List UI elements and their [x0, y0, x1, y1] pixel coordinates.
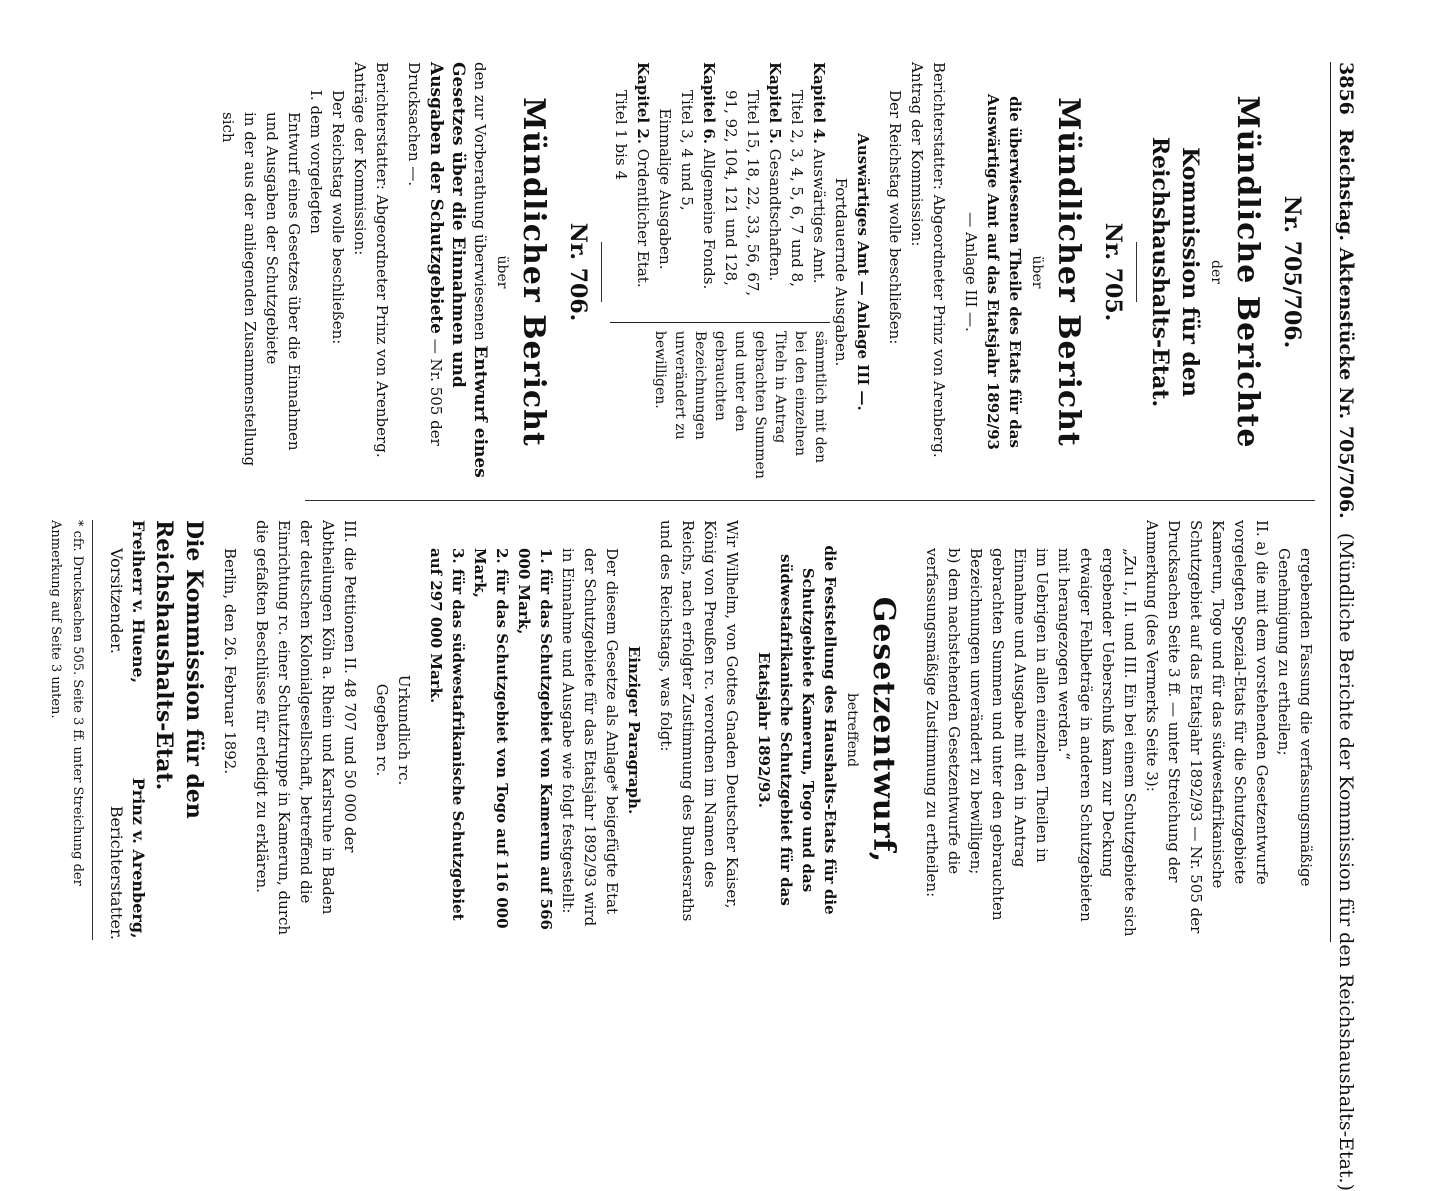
column-divider — [305, 500, 1315, 501]
item2-b: b) dem nachstehenden Gesetzentwurfe die verfassungsmäßige Zustimmung zu ertheilen: — [923, 548, 963, 898]
entwurf-subject: die Feststellung des Haushalts-Etats für die Schutzgebiete Kamerun, Togo und das südwestafrikanische Schutzgebiet für das Etatsjahr 1892/93. — [755, 545, 839, 915]
kapitel-titel: Titel 1 bis 4 — [612, 90, 630, 180]
signer-right-name: Prinz v. Arenberg, — [129, 777, 148, 939]
kapitel-titel: Titel 15, 18, 22, 33, 56, 67, 91, 92, 104, 121 und 128, — [722, 90, 762, 297]
running-title: (Mündliche Berichte der Kommission für den Reichshaushalts-Etat.) — [1335, 532, 1357, 1191]
kapitel-name: Ordentlicher Etat. — [634, 148, 652, 288]
nr705-antrag-label: Antrag der Kommission: — [908, 62, 926, 247]
nr706-title: Mündlicher Bericht — [516, 97, 551, 447]
dauernde-heading: Fortdauernde Ausgaben. — [832, 177, 850, 367]
nr705-ueber: über — [1029, 255, 1045, 289]
budget-item: 1. für das Schutzgebiet von Kamerun auf 566 000 Mark, — [515, 548, 555, 930]
nr705-number: Nr. 705. — [1100, 222, 1126, 322]
nr706-item1-a: Entwurf eines Gesetzes über die Einnahmen und Ausgaben der Schutzgebiete — [263, 112, 303, 451]
kapitel-titel: Titel 2, 3, 4, 5, 6, 7 und 8, — [788, 90, 806, 287]
einmalige-heading: Einmalige Ausgaben. — [656, 108, 674, 270]
urkundlich: Urkundlich rc. — [395, 674, 413, 786]
nr705-subject: die überwiesenen Theile des Etats für das Auswärtige Amt auf das Etatsjahr 1892/93 — [984, 94, 1024, 450]
page-number: 3856 — [1335, 62, 1357, 115]
signer-right — [105, 778, 149, 940]
nr706-subject-post: — Nr. 505 der Drucksachen —. — [405, 62, 445, 446]
signer-left-name: Freiherr v. Huene, — [129, 520, 148, 684]
separator-rule — [601, 242, 602, 302]
gegeben: Gegeben rc. — [373, 683, 391, 777]
kapitel-list — [610, 62, 830, 322]
main-title: Mündliche Berichte — [1230, 95, 1265, 449]
publication-title: Reichstag. Aktenstücke Nr. 705/706. — [1335, 128, 1357, 519]
commission-closing: Die Kommission für den Reichshaushalts-Etat. — [151, 520, 207, 819]
doc-number: Nr. 705/706. — [1279, 195, 1305, 349]
date-line: Berlin, den 26. Februar 1892. — [221, 548, 239, 775]
nr706-subject — [403, 62, 491, 482]
left-column — [217, 62, 1317, 482]
footnote: * cfr. Drucksachen 505. Seite 3 ff. unter Streichung der Anmerkung auf Seite 3 unten. — [44, 520, 93, 940]
nr706-item1: I. dem vorgelegten — [307, 90, 325, 234]
bracket-note: sämmtlich mit den bei den einzelnen Titeln in Antrag gebrachten Summen und unter den gebrauchten Bezeichnungen unverändert zu bewilligen. — [652, 330, 828, 479]
signer-left-role: Vorsitzender. — [107, 548, 126, 655]
nr706-subject-bold: Entwurf eines Gesetzes über die Einnahmen und Ausgaben der Schutzgebiete — [426, 62, 490, 478]
paragraph-text: Der diesem Gesetze als Anlage* beigefügte Etat der Schutzgebiete für das Etatsjahr 1892/93 wird in Einnahme und Ausgabe wie folgt festgestellt: — [559, 548, 621, 927]
nr705-antrag-text: Der Reichstag wolle beschließen: — [886, 90, 904, 345]
kapitel-label: Kapitel 6. — [700, 62, 718, 144]
betreffend: betreffend — [844, 692, 860, 768]
signer-left — [105, 520, 149, 683]
nr706-number: Nr. 706. — [565, 222, 591, 322]
kapitel-label: Kapitel 5. — [766, 62, 784, 144]
nr706-item1-b: in der aus der anliegenden Zusammenstellung sich — [219, 112, 259, 467]
einziger-paragraph: Einziger Paragraph. — [625, 645, 643, 815]
nr705-rapporteur: Berichterstatter: Abgeordneter Prinz von Arenberg. — [930, 62, 948, 458]
nr705-title: Mündlicher Bericht — [1051, 97, 1086, 447]
nr706-antrag-label: Anträge der Kommission: — [351, 62, 369, 256]
signer-right-role: Berichterstatter. — [107, 805, 126, 940]
right-continuation: ergebenden Fassung die verfassungsmäßige Genehmigung zu ertheilen; — [1275, 548, 1315, 887]
kapitel-name: Allgemeine Fonds. — [700, 148, 718, 290]
budget-item: 2. für das Schutzgebiet von Togo auf 116 000 Mark, — [471, 548, 511, 929]
item2-quote: „Zu I., II. und III. Ein bei einem Schutzgebiete sich ergebender Ueberschuß kann zur Deckung etwaiger Fehlbeträge in anderen Schutzgebieten mit herangezogen werden.“ — [1055, 548, 1139, 937]
preamble: Wir Wilhelm, von Gottes Gnaden Deutscher Kaiser, König von Preußen rc. verordnen im Namen des Reichs, nach erfolgter Zustimmung des Bundesraths und des Reichstags, was folgt: — [657, 520, 741, 922]
kapitel-titel: Titel 3, 4 und 5, — [678, 90, 696, 211]
nr706-rapporteur: Berichterstatter: Abgeordneter Prinz von Arenberg. — [373, 62, 391, 458]
kapitel-label: Kapitel 4. — [810, 62, 828, 144]
commission-title: Kommission für den Reichshaushalts-Etat. — [1147, 136, 1203, 408]
kapitel-table — [610, 62, 830, 482]
right-column — [44, 520, 1317, 940]
der-word: der — [1208, 260, 1224, 284]
nr706-ueber: über — [494, 255, 510, 289]
item2-rest: im Uebrigen in allen einzelnen Theilen in Einnahme und Ausgabe mit den in Antrag gebrachten Summen und unter den gebrauchten Bezeichnungen unverändert zu bewilligen; — [967, 548, 1051, 921]
entwurf-title: Gesetzentwurf, — [866, 596, 901, 864]
nr706-subject-pre: den zur Vorberathung überwiesenen — [471, 62, 489, 341]
section-title: Auswärtiges Amt — Anlage III —. — [854, 133, 872, 411]
budget-item: 3. für das südwestafrikanische Schutzgebiet auf 297 000 Mark. — [427, 548, 467, 921]
separator-rule — [1136, 242, 1137, 302]
nr706-antrag-text: Der Reichstag wolle beschließen: — [329, 90, 347, 345]
kapitel-name: Gesandtschaften. — [766, 148, 784, 282]
kapitel-label: Kapitel 2. — [634, 62, 652, 144]
item2-a: II. a) die mit dem vorstehenden Gesetzentwurfe vorgelegten Spezial-Etats für die Schutzgebiete Kamerun, Togo und für das südwestafrikanische Schutzgebiet auf das Etatsjahr 1892/93 — Nr. 505 der Drucksachen Seite 3 ff. — unter Streichung der Anmerkung (des Vermerks Seite 3): — [1143, 520, 1271, 934]
nr705-anlage: — Anlage III —. — [962, 212, 980, 332]
page-header — [1330, 62, 1357, 1191]
kapitel-name: Auswärtiges Amt. — [810, 148, 828, 284]
signature-row — [105, 520, 149, 940]
item3: III. die Petitionen II. 48 707 und 50 000 der Abtheilungen Köln a. Rhein und Karlsruhe in Baden der deutschen Kolonialgesellschaft, betreffend die Einrichtung rc. einer Schutztruppe in Kamerun, durch die gefaßten Beschlüsse für erledigt zu erklären. — [253, 520, 359, 936]
